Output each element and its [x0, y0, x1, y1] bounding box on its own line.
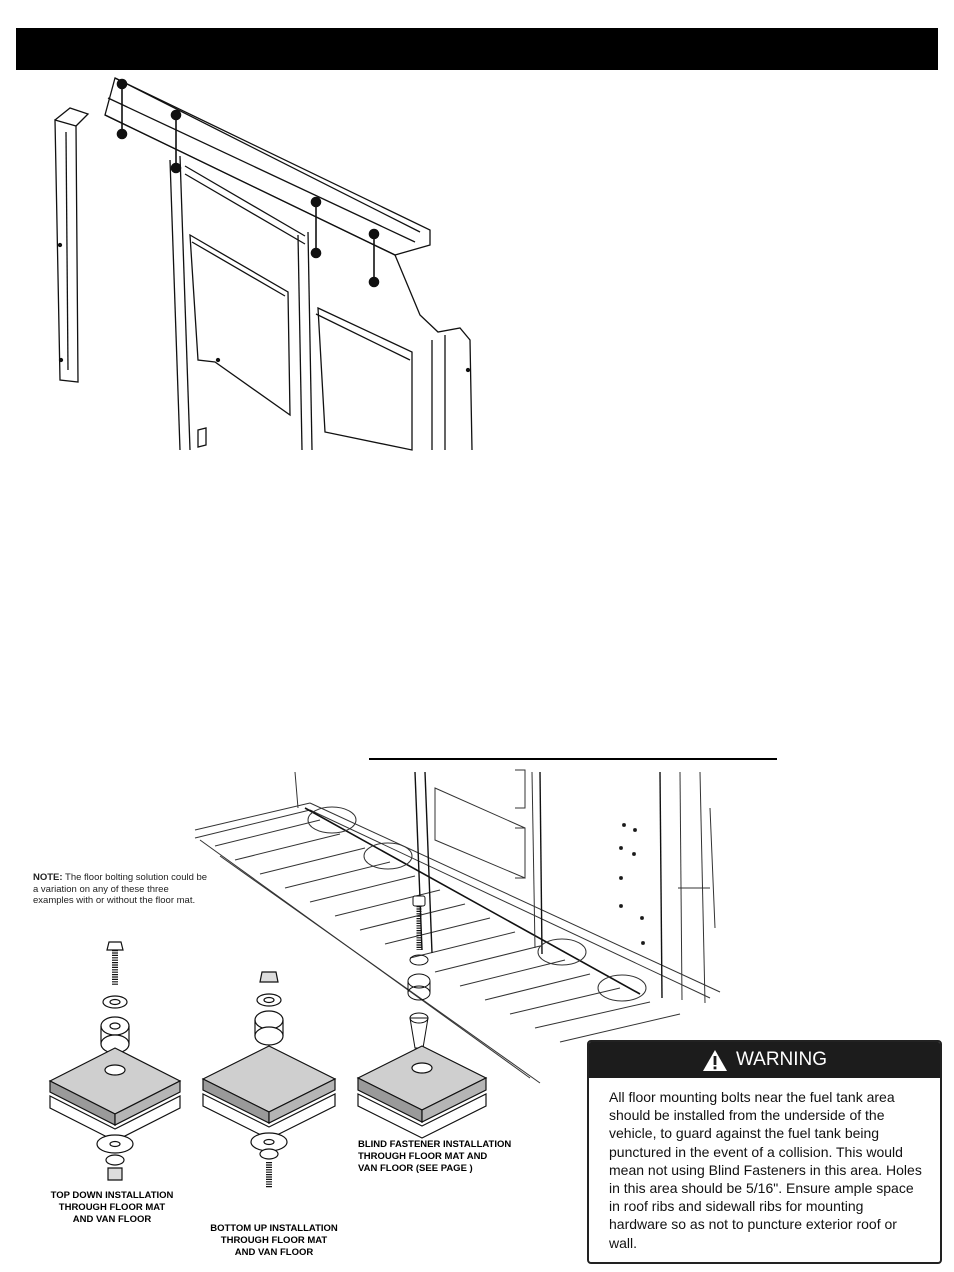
warning-title: WARNING: [735, 1049, 828, 1070]
caption-top-down: [30, 1190, 194, 1226]
blind-fastener-illustration: [350, 1040, 500, 1140]
caption-blind-line: THROUGH FLOOR MAT AND: [358, 1151, 488, 1162]
shelf-assembly-illustration: [40, 70, 490, 452]
warning-header: [589, 1042, 940, 1078]
top-down-fastener-illustration: [40, 936, 190, 1184]
caption-bottom-up-line: THROUGH FLOOR MAT: [220, 1235, 328, 1246]
caption-bottom-up: [196, 1223, 352, 1259]
bottom-up-fastener-illustration: [195, 966, 345, 1192]
warning-body: All floor mounting bolts near the fuel tank area should be installed from the underside of the vehicle, to guard against the fuel tank being punctured in the event of a collision. This would mean not using Blind Fasteners in this area. Holes in this area should be 5/16". Ensure ample space in roof ribs and sidewall ribs for mounting hardware so as not to puncture exterior roof or wall.: [609, 1089, 922, 1251]
caption-top-down-line: AND VAN FLOOR: [72, 1214, 152, 1225]
header-bar: [16, 28, 938, 70]
warning-triangle-icon: [702, 1049, 728, 1072]
caption-top-down-line: THROUGH FLOOR MAT: [58, 1202, 166, 1213]
caption-blind-line: VAN FLOOR (SEE PAGE ): [358, 1163, 473, 1174]
caption-bottom-up-line: AND VAN FLOOR: [234, 1247, 314, 1258]
warning-box: [587, 1040, 942, 1264]
floor-bolting-note: [33, 872, 211, 907]
caption-blind-fastener: [358, 1139, 548, 1175]
note-label: NOTE:: [33, 872, 63, 883]
caption-bottom-up-line: BOTTOM UP INSTALLATION: [210, 1223, 338, 1234]
caption-top-down-line: TOP DOWN INSTALLATION: [50, 1190, 174, 1201]
section-divider: [369, 758, 777, 760]
note-text: The floor bolting solution could be a variation on any of these three examples with or without the floor mat.: [33, 872, 208, 906]
caption-blind-line: BLIND FASTENER INSTALLATION: [358, 1139, 512, 1150]
